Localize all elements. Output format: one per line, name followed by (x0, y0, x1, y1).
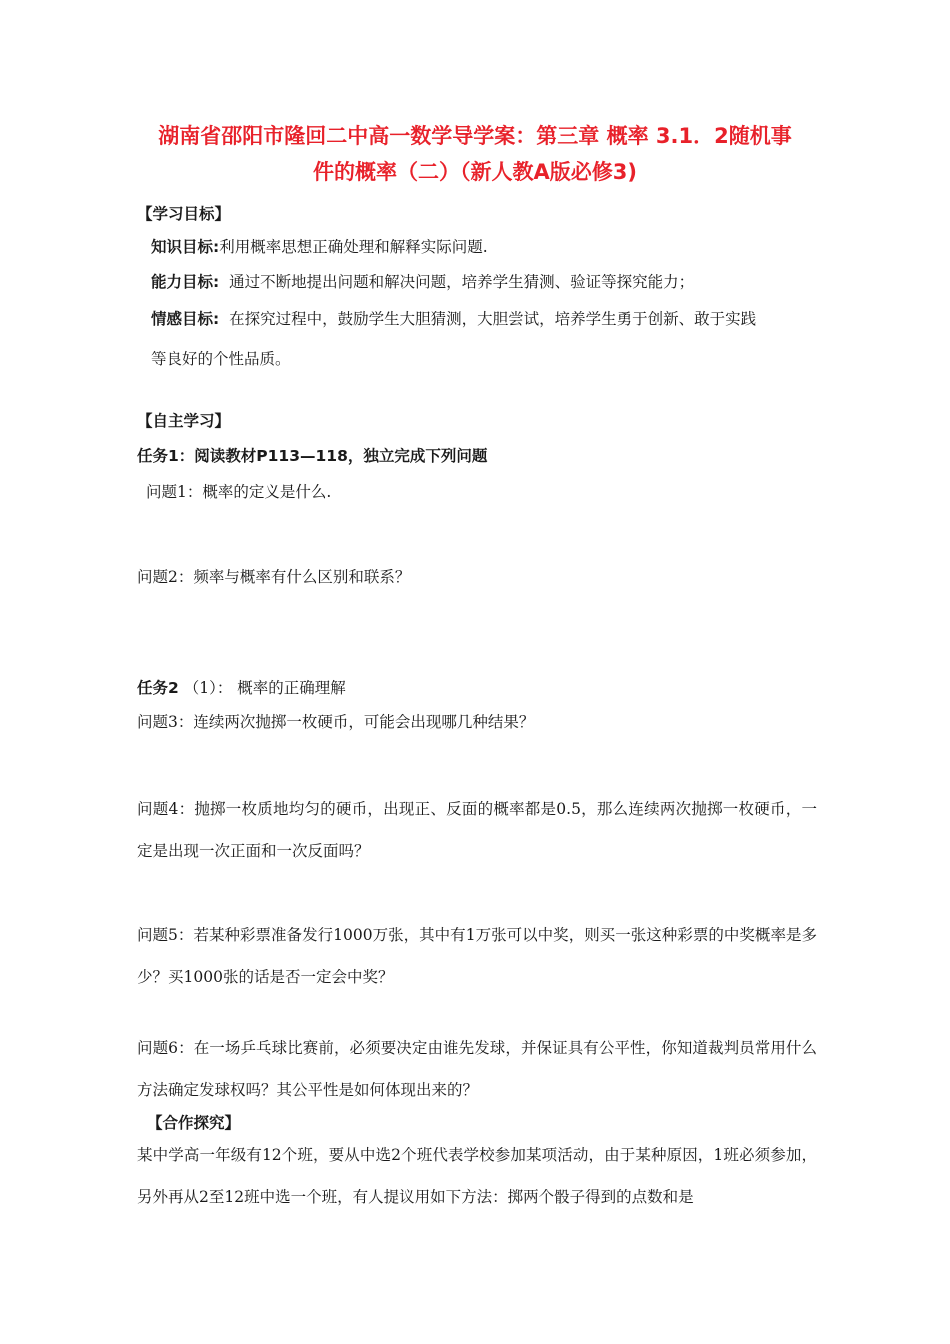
learning-goals-heading: 【学习目标】 (137, 205, 231, 223)
document-title-line-2: 件的概率（二）（新人教A版必修3) (313, 160, 637, 184)
cooperate-heading: 【合作探究】 (147, 1114, 241, 1132)
knowledge-goal-text: 利用概率思想正确处理和解释实际问题. (219, 238, 488, 256)
knowledge-goal (151, 236, 488, 258)
question-3: 问题3：连续两次抛掷一枚硬币，可能会出现哪几种结果？ (137, 713, 535, 731)
ability-goal (151, 271, 694, 293)
emotion-goal-text-2: 等良好的个性品质。 (151, 350, 291, 368)
question-2: 问题2：频率与概率有什么区别和联系？ (137, 568, 411, 586)
question-1: 问题1：概率的定义是什么. (146, 483, 332, 501)
knowledge-goal-label: 知识目标: (151, 238, 220, 256)
ability-goal-label: 能力目标: (151, 273, 220, 291)
emotion-goal (151, 308, 756, 330)
task-2-title: （1）： 概率的正确理解 (183, 679, 346, 697)
emotion-goal-text-1: 在探究过程中，鼓励学生大胆猜测，大胆尝试，培养学生勇于创新、敢于实践 (229, 310, 757, 328)
cooperate-problem-text: 某中学高一年级有12个班，要从中选2个班代表学校参加某项活动，由于某种原因，1班必须参加，另外再从2至12班中选一个班，有人提议用如下方法：掷两个骰子得到的点数和是 (137, 1146, 817, 1206)
question-4: 问题4：抛掷一枚质地均匀的硬币，出现正、反面的概率都是0.5，那么连续两次抛掷一枚硬币，一定是出现一次正面和一次反面吗？ (137, 800, 817, 860)
question-5: 问题5：若某种彩票准备发行1000万张，其中有1万张可以中奖，则买一张这种彩票的中奖概率是多少？买1000张的话是否一定会中奖？ (137, 926, 817, 986)
task-2-label: 任务2 (137, 679, 179, 697)
task-2 (137, 677, 346, 699)
question-6: 问题6：在一场乒乓球比赛前，必须要决定由谁先发球，并保证具有公平性，你知道裁判员常用什么方法确定发球权吗？其公平性是如何体现出来的？ (137, 1039, 817, 1099)
task-1: 任务1：阅读教材P113—118，独立完成下列问题 (137, 447, 488, 465)
self-study-heading: 【自主学习】 (137, 412, 231, 430)
document-title-line-1: 湖南省邵阳市隆回二中高一数学导学案：第三章 概率 3.1．2随机事 (158, 124, 792, 148)
emotion-goal-label: 情感目标: (151, 310, 220, 328)
ability-goal-text: 通过不断地提出问题和解决问题，培养学生猜测、验证等探究能力； (229, 273, 695, 291)
